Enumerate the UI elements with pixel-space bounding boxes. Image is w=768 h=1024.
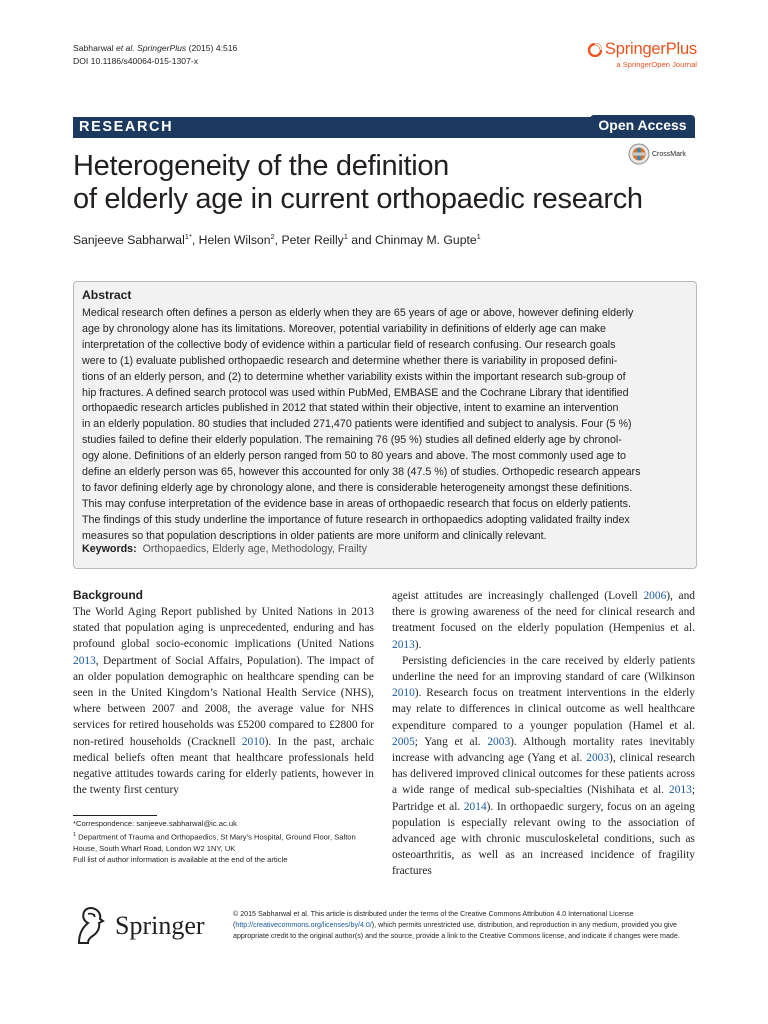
paragraph: Persisting deficiencies in the care received by elderly patients underline the need for an improving standard of care (Wilkinson 2010). Research focus on treatment interventions in the elderly may relate to differences in clinical outcome as well healthcare expenditure compared to a younger population (Hamel et al. 2005; Yang et al. 2003). Although mortality rates inevitably increase with advancing age (Yang et al. 2003), clinical research has delivered improved clinical outcomes for these patients across a wide range of medical sub-specialties (Nishihata et al. 2013; Partridge et al. 2014). In orthopaedic surgery, focus on an ageing population is especially relevant owing to the association of advanced age with chronic musculoskeletal conditions, such as osteoarthritis, as well as an increased incidence of fragility fractures: [392, 654, 696, 878]
abstract-line: measures so that population descriptions in older patients are more uniform and clinically relevant.: [82, 529, 547, 542]
citation-link[interactable]: 2014: [463, 800, 487, 813]
body-column-left: [73, 604, 374, 798]
abstract-line: in an elderly population. 80 studies that included 271,470 patients were identified and subject to analysis. Four (5 %): [82, 418, 632, 431]
keywords-label: Keywords:: [82, 543, 137, 555]
license-link[interactable]: http://creativecommons.org/licenses/by/4.0/: [235, 920, 372, 929]
abstract-line: to favor defining elderly age by chronology alone, and there is considerable heterogeneity amongst these definitions.: [82, 481, 633, 494]
abstract-line: This may confuse interpretation of the evidence base in areas of orthopaedic research that focus on elderly patients.: [82, 497, 631, 510]
author-name[interactable]: Peter Reilly: [281, 233, 344, 248]
citation-link[interactable]: 2010: [241, 735, 265, 748]
citation-link[interactable]: 2010: [392, 687, 415, 700]
abstract-line: age by chronology alone has its limitations. Moreover, potential variability in definitions of elderly age can make: [82, 322, 606, 335]
footnote-rule: [73, 815, 157, 816]
citation-link[interactable]: 2003: [586, 752, 610, 765]
springerplus-icon: [588, 43, 602, 57]
abstract-line: studies failed to define their elderly population. The remaining 76 (95 %) studies all defined elderly age by chronol-: [82, 434, 622, 447]
abstract-line: define an elderly person was 65, however this accounted for only 38 (47.5 %) of studies. Orthopedic research appears: [82, 466, 641, 479]
citation-link[interactable]: 2013: [73, 654, 96, 667]
springer-logo: [73, 905, 205, 947]
citation-line: Sabharwal et al. SpringerPlus (2015) 4:516: [73, 43, 238, 53]
doi[interactable]: DOI 10.1186/s40064-015-1307-x: [73, 56, 199, 66]
springer-horse-icon: [73, 905, 107, 947]
abstract-line: interpretation of the collective body of evidence within a particular field of research confusing. Our research goals: [82, 338, 616, 351]
brand-subtitle: a SpringerOpen Journal: [616, 60, 697, 69]
citation-link[interactable]: 2013: [392, 638, 415, 651]
abstract-line: were to (1) evaluate published orthopaedic research and determine whether there is variability in proposed defini-: [82, 354, 618, 367]
abstract-line: hip fractures. A defined search protocol was used within PubMed, EMBASE and the Cochrane Library that identified: [82, 386, 629, 399]
springer-wordmark: Springer: [115, 911, 205, 940]
abstract-line: The findings of this study underline the importance of future research in orthopaedics adopting validated frailty index: [82, 513, 630, 526]
author-name[interactable]: Helen Wilson: [198, 233, 271, 248]
footnotes: [73, 818, 378, 866]
open-access-badge: Open Access: [590, 115, 695, 138]
author-name[interactable]: Sanjeeve Sabharwal: [73, 233, 185, 248]
crossmark-label: CrossMark: [652, 150, 686, 158]
author-name[interactable]: Chinmay M. Gupte: [375, 233, 477, 248]
keywords-values: Orthopaedics, Elderly age, Methodology, Frailty: [142, 543, 367, 555]
author-list: Sanjeeve Sabharwal$^{1*}$, Helen Wilson$^2$, Peter Reilly$^1$ and Chinmay M. Gupte$^1$: [73, 232, 481, 248]
citation-link[interactable]: 2013: [669, 784, 692, 797]
author-affiliation-marker: 2: [270, 232, 275, 241]
author-info-note: Full list of author information is available at the end of the article: [73, 855, 288, 865]
citation-header: [73, 42, 237, 68]
citation-link[interactable]: 2005: [392, 735, 415, 748]
abstract-line: Medical research often defines a person as elderly when they are 65 years of age or above, however defining elderly: [82, 307, 634, 319]
title-line: of elderly age in current orthopaedic research: [73, 183, 643, 215]
title-line: Heterogeneity of the definition: [73, 150, 450, 182]
body-column-right: [392, 588, 695, 880]
abstract-heading: Abstract: [82, 288, 132, 302]
abstract-line: tions of an elderly person, and (2) to determine whether variability exists within the important research sub-group of: [82, 370, 626, 383]
brand-name: SpringerPlus: [604, 40, 697, 58]
article-title: [73, 150, 713, 216]
author-affiliation-marker: 1: [476, 232, 481, 241]
article-type-label: RESEARCH: [79, 119, 174, 135]
citation-link[interactable]: 2003: [487, 735, 511, 748]
abstract-line: ogy alone. Definitions of an elderly person ranged from 50 to 80 years and above. The most commonly used age to: [82, 450, 626, 463]
section-heading: Background: [73, 588, 144, 602]
correspondence-note: *Correspondence: sanjeeve.sabharwal@ic.ac.uk: [73, 819, 237, 828]
paragraph: ageist attitudes are increasingly challenged (Lovell 2006), and there is growing awareness of the need for clinical research and treatment focused on the elderly population (Hempenius et al. 2013).: [392, 590, 695, 651]
author-affiliation-marker: 1: [343, 232, 348, 241]
affiliation-note: $^1$ Department of Trauma and Orthopaedics, St Mary’s Hospital, Ground Floor, Salton House, South Wharf Road, London W2 1NY, UK: [73, 831, 356, 853]
paragraph: The World Aging Report published by United Nations in 2013 stated that population aging is unprecedented, enduring and has profound global socio-economic implications (United Nations 2013, Department of Social Affairs, Population). The impact of an older population demographic on healthcare spending can be seen in the United Kingdom’s National Health Service (NHS), where between 2007 and 2008, the average value for NHS services for retired households was £5200 compared to £2800 for non-retired households (Cracknell 2010). In the past, archaic medical beliefs often meant that healthcare professionals held negative attitudes towards caring for elderly patients, however in the twenty first century: [73, 606, 374, 797]
abstract-text: [82, 306, 687, 545]
citation-link[interactable]: 2006: [643, 590, 667, 602]
abstract-line: orthopaedic research articles published in 2012 that stated within their objective, intent to examine an intervention: [82, 402, 619, 415]
author-affiliation-marker: 1*: [184, 232, 192, 241]
license-statement: © 2015 Sabharwal et al. This article is distributed under the terms of the Creative Commons Attribution 4.0 International License (http://creativecommons.org/licenses/by/4.0/), which permits unrestricted use, distribution, and reproduction in any medium, provided you give appropriate credit to the original author(s) and the source, provide a link to the Creative Commons license, and indicate if changes were made.: [233, 910, 680, 940]
keywords: [82, 543, 367, 555]
journal-brand[interactable]: [579, 40, 697, 69]
